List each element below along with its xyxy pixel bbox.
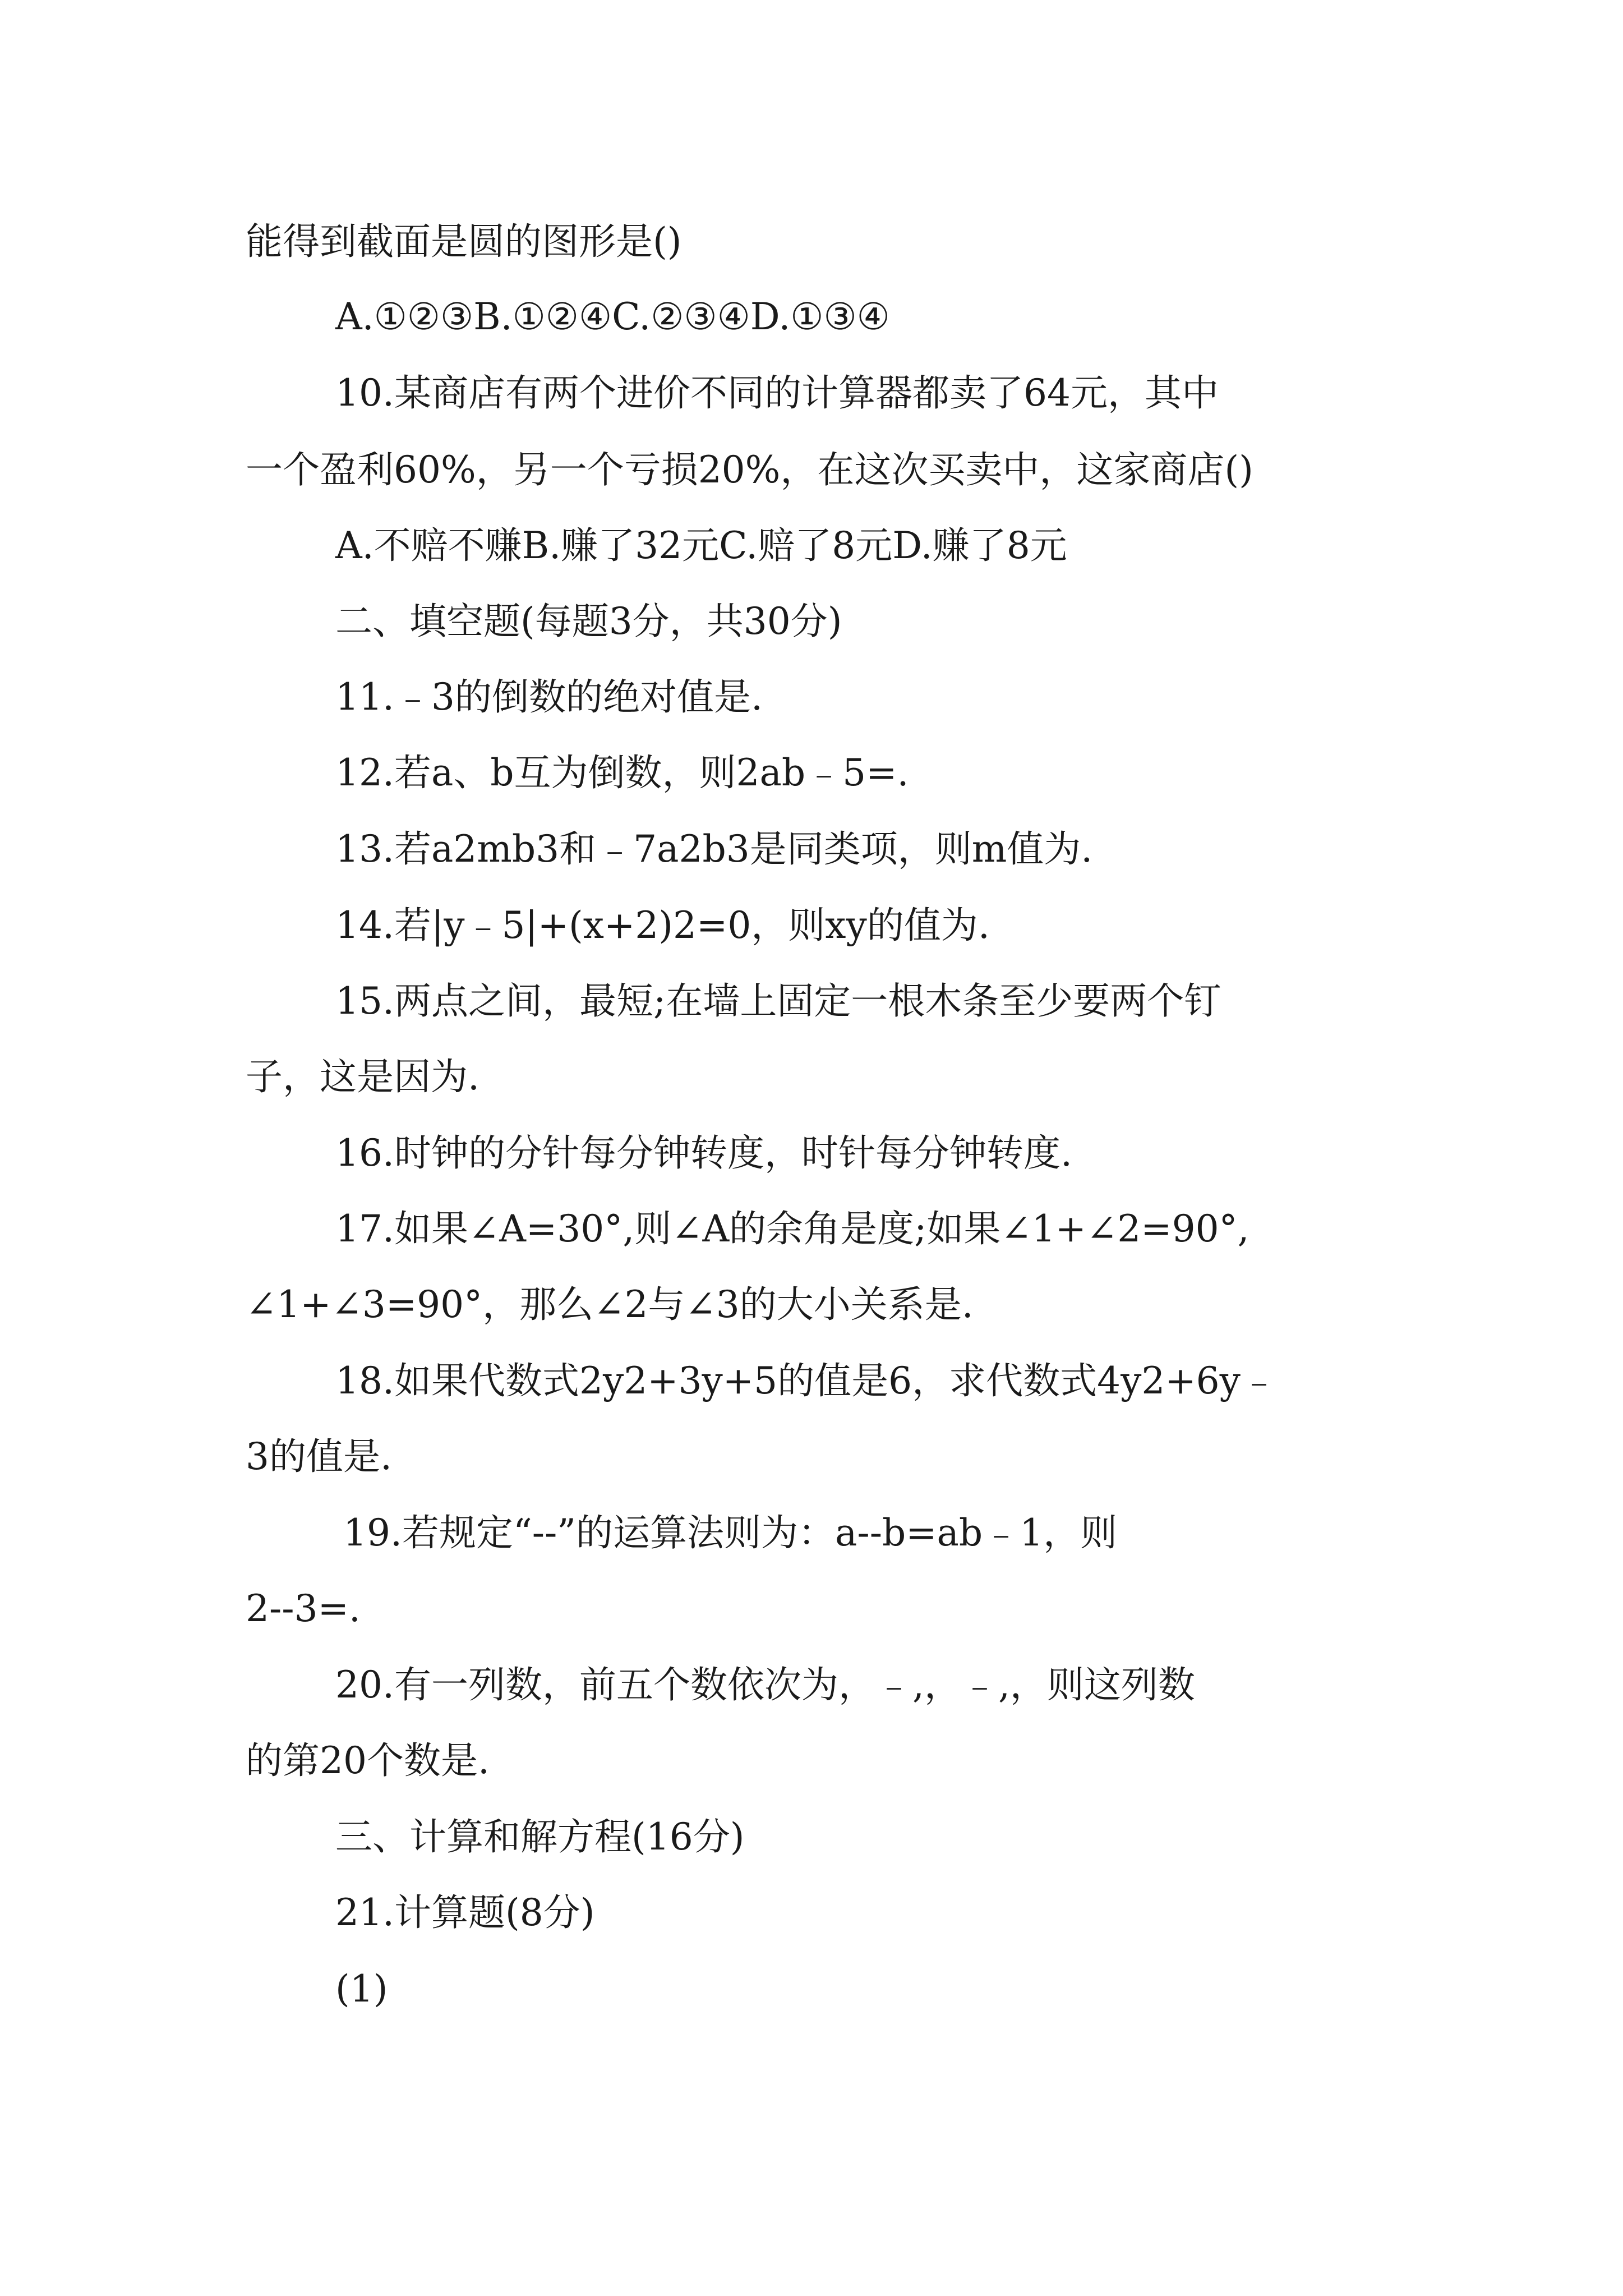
text-line-8: 12.若a、b互为倒数，则2ab﹣5=. xyxy=(335,751,909,794)
text-line-12: 子，这是因为. xyxy=(246,1055,479,1098)
text-line-7: 11.﹣3的倒数的绝对值是. xyxy=(335,675,763,719)
section-heading-calculation: 三、计算和解方程(16分) xyxy=(335,1815,745,1858)
text-line-5: A.不赔不赚B.赚了32元C.赔了8元D.赚了8元 xyxy=(335,524,1067,567)
text-line-10: 14.若|y﹣5|+(x+2)2=0，则xy的值为. xyxy=(335,904,990,947)
text-line-3: 10.某商店有两个进价不同的计算器都卖了64元，其中 xyxy=(335,371,1219,415)
text-line-15: ∠1+∠3=90°，那么∠2与∠3的大小关系是. xyxy=(246,1283,974,1326)
text-line-11: 15.两点之间，最短;在墙上固定一根木条至少要两个钉 xyxy=(335,979,1221,1023)
text-line-1: 能得到截面是圆的图形是() xyxy=(246,220,682,263)
text-line-21: 的第20个数是. xyxy=(246,1739,490,1782)
text-line-9: 13.若a2mb3和﹣7a2b3是同类项，则m值为. xyxy=(335,827,1093,871)
text-line-2: A.①②③B.①②④C.②③④D.①③④ xyxy=(335,295,890,338)
text-line-14: 17.如果∠A=30°,则∠A的余角是度;如果∠1+∠2=90°, xyxy=(335,1207,1249,1250)
text-line-18: 19.若规定“--”的运算法则为：a--b=ab﹣1，则 xyxy=(343,1511,1118,1554)
text-line-19: 2--3=. xyxy=(246,1587,361,1630)
text-line-13: 16.时钟的分针每分钟转度，时针每分钟转度. xyxy=(335,1131,1072,1175)
text-line-24: (1) xyxy=(335,1967,388,2010)
text-line-16: 18.如果代数式2y2+3y+5的值是6，求代数式4y2+6y﹣ xyxy=(335,1359,1278,1402)
text-line-23: 21.计算题(8分) xyxy=(335,1891,595,1934)
text-line-17: 3的值是. xyxy=(246,1435,392,1478)
text-line-20: 20.有一列数，前五个数依次为，﹣,，﹣,，则这列数 xyxy=(335,1663,1195,1706)
text-line-4: 一个盈利60%，另一个亏损20%，在这次买卖中，这家商店() xyxy=(246,448,1253,491)
section-heading-fill-in: 二、填空题(每题3分，共30分) xyxy=(335,600,842,643)
